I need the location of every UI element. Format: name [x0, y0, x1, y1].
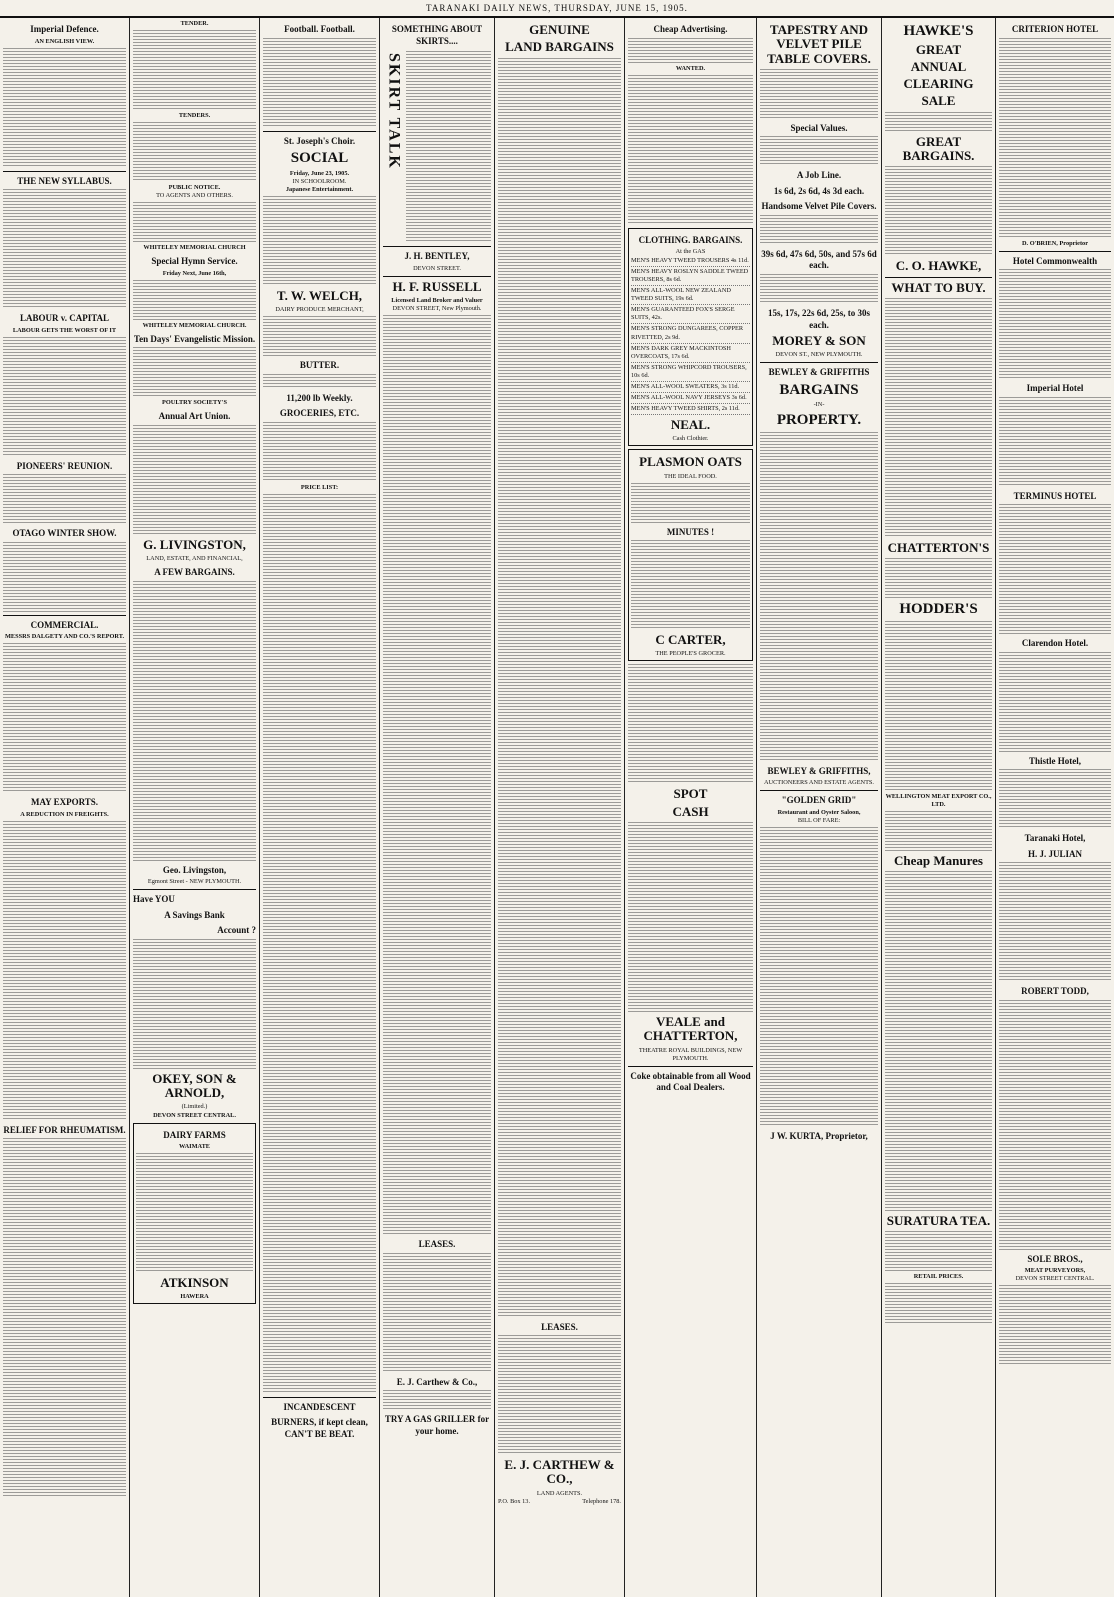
body-text	[406, 51, 491, 241]
proprietor-julian: H. J. JULIAN	[1027, 848, 1082, 859]
retail-prices: RETAIL PRICES.	[913, 1273, 964, 1281]
list-item: MEN'S ALL-WOOL NAVY JERSEYS 3s 6d.	[631, 393, 750, 404]
ad-heading: CLOTHING. BARGAINS.	[638, 234, 743, 245]
column-9	[996, 18, 1114, 1597]
advertiser-atkinson: ATKINSON	[160, 1275, 229, 1291]
event-hymn-service: Special Hymn Service.	[151, 256, 238, 267]
ad-bargains: BARGAINS	[779, 381, 859, 398]
article-title-otago-show: OTAGO WINTER SHOW.	[12, 528, 117, 539]
advertiser-sub: Cash Clothier.	[672, 435, 709, 443]
divider	[263, 1397, 376, 1398]
po-box: P.O. Box 13.	[498, 1497, 531, 1505]
ad-account: Account ?	[217, 925, 256, 936]
advertiser-geo-livingston: Geo. Livingston,	[162, 864, 227, 875]
ad-groceries: GROCERIES, ETC.	[279, 408, 360, 419]
ad-venue: IN SCHOOLROOM.	[292, 177, 347, 185]
body-text	[133, 30, 256, 110]
ad-sale: SALE	[921, 93, 956, 109]
listings-body	[498, 58, 621, 1318]
ad-cash: CASH	[672, 803, 709, 819]
advertiser-sub: LAND AGENTS.	[536, 1489, 583, 1497]
article-title-pioneers: PIONEERS' REUNION.	[16, 460, 113, 471]
body-text	[999, 38, 1111, 238]
body-text	[885, 1231, 992, 1271]
divider	[999, 251, 1111, 252]
list-item: MEN'S ALL-WOOL SWEATERS, 3s 11d.	[631, 382, 750, 393]
body-text	[263, 316, 376, 356]
ad-restaurant: Restaurant and Oyster Saloon,	[777, 809, 861, 816]
advertiser-carthew: E. J. Carthew & Co.,	[396, 1376, 478, 1387]
body-text	[133, 347, 256, 397]
body-text	[263, 374, 376, 389]
ad-velvet-prices: 39s 6d, 47s 6d, 50s, and 57s 6d each.	[761, 248, 877, 271]
ad-heading-bargains: A FEW BARGAINS.	[154, 567, 235, 578]
notice-tenders: TENDERS.	[178, 112, 211, 120]
body-text	[885, 871, 992, 1211]
list-item: MEN'S STRONG WHIPCORD TROUSERS, 10s 6d.	[631, 363, 750, 382]
ad-location: HAWERA	[180, 1293, 209, 1301]
body-text	[885, 811, 992, 851]
telephone: Telephone 178.	[582, 1497, 621, 1505]
ad-covers-prices: 15s, 17s, 22s 6d, 25s, to 30s each.	[767, 307, 870, 330]
ad-dairy-farms	[133, 1123, 256, 1305]
list-item: MEN'S ALL-WOOL NEW ZEALAND TWEED SUITS, 19s 6d.	[631, 286, 750, 305]
hotel-taranaki: Taranaki Hotel,	[1024, 833, 1086, 844]
advertiser-address: DEVON STREET.	[413, 264, 461, 272]
body-text	[133, 202, 256, 242]
advertiser-bewley-2: BEWLEY & GRIFFITHS,	[767, 765, 871, 776]
ad-property: PROPERTY.	[776, 412, 862, 429]
body-text	[133, 581, 256, 861]
ad-clothing	[628, 228, 753, 447]
advertiser-hawkes: HAWKE'S	[903, 23, 974, 39]
divider	[3, 615, 126, 616]
body-text	[885, 112, 992, 132]
body-text	[383, 315, 491, 1235]
article-title-may-exports: MAY EXPORTS.	[30, 797, 99, 808]
masthead: TARANAKI DAILY NEWS, THURSDAY, JUNE 15, 1905.	[0, 0, 1114, 18]
advertiser-sub: AUCTIONEERS AND ESTATE AGENTS.	[763, 779, 875, 787]
ad-sub: THE IDEAL FOOD.	[664, 472, 717, 480]
ad-spot: SPOT	[673, 786, 708, 802]
advertiser-address: DEVON ST., NEW PLYMOUTH.	[775, 351, 863, 359]
ad-tapestry: TAPESTRY AND VELVET PILE TABLE COVERS.	[767, 22, 871, 66]
price-list-heading: PRICE LIST:	[300, 483, 339, 491]
ad-in: -IN-	[813, 401, 825, 409]
divider	[885, 277, 992, 278]
list-item: MEN'S HEAVY TWEED SHIRTS, 2s 11d.	[631, 404, 750, 415]
body-text	[999, 397, 1111, 487]
church-name: WHITELEY MEMORIAL CHURCH.	[142, 321, 247, 329]
article-title-labour-capital: LABOUR v. CAPITAL	[19, 313, 110, 324]
ad-annual: ANNUAL	[910, 58, 967, 74]
ad-great: GREAT	[915, 41, 962, 57]
ad-special-values: Special Values.	[790, 122, 848, 133]
body-text	[999, 269, 1111, 379]
advertiser-bewley: BEWLEY & GRIFFITHS	[768, 367, 870, 378]
ad-social: SOCIAL	[290, 150, 349, 167]
ad-gas-griller: TRY A GAS GRILLER for your home.	[384, 1414, 490, 1436]
ad-what-to-buy: WHAT TO BUY.	[891, 279, 986, 295]
article-title-imperial-defence: Imperial Defence.	[30, 24, 99, 34]
article-title-rheumatism: RELIEF FOR RHEUMATISM.	[3, 1124, 126, 1135]
body-text	[136, 1153, 253, 1273]
advertiser-morey: MOREY & SON	[772, 333, 866, 349]
advertiser-sub: LAND, ESTATE, AND FINANCIAL,	[146, 555, 243, 563]
clothing-list	[631, 256, 750, 415]
ad-weekly: 11,200 lb Weekly.	[286, 392, 353, 403]
proprietor-obrien: D. O'BRIEN, Proprietor	[1022, 239, 1088, 247]
body-text	[999, 769, 1111, 829]
body-text	[263, 196, 376, 286]
body-text	[133, 425, 256, 535]
body-text	[3, 1138, 126, 1498]
ad-prices: 1s 6d, 2s 6d, 4s 3d each.	[773, 185, 865, 196]
list-item: MEN'S HEAVY TWEED TROUSERS 4s 11d.	[631, 256, 750, 267]
ad-japanese: Japanese Entertainment.	[285, 185, 354, 193]
public-notice: PUBLIC NOTICE.	[168, 184, 221, 192]
body-text	[885, 1283, 992, 1323]
body-text	[628, 75, 753, 225]
advertiser-hawke: C. O. HAWKE,	[895, 258, 982, 274]
ad-job-line: A Job Line.	[796, 170, 842, 181]
body-text	[999, 1285, 1111, 1365]
notice-tender: TENDER.	[180, 20, 209, 27]
body-text	[628, 38, 753, 63]
body-text	[760, 136, 878, 166]
list-item: MEN'S DARK GREY MACKINTOSH OVERCOATS, 17s 6d.	[631, 344, 750, 363]
list-item: MEN'S STRONG DUNGAREES, COPPER RIVETTED, 2s 9d.	[631, 324, 750, 343]
body-text	[3, 337, 126, 457]
ad-skirts-heading: SOMETHING ABOUT SKIRTS....	[391, 24, 483, 46]
advertiser-russell: H. F. RUSSELL	[392, 278, 482, 294]
article-subtitle: A REDUCTION IN FREIGHTS.	[20, 810, 109, 818]
divider	[383, 276, 491, 277]
advertiser-welch: T. W. WELCH,	[276, 287, 363, 303]
body-text	[760, 274, 878, 304]
ad-incandescent: INCANDESCENT	[283, 1401, 356, 1412]
hotel-imperial: Imperial Hotel	[1026, 383, 1084, 394]
hotel-clarendon: Clarendon Hotel.	[1021, 638, 1089, 649]
advertiser-address: DEVON STREET CENTRAL.	[153, 1111, 236, 1119]
advertiser-carthew: E. J. CARTHEW & CO.,	[504, 1457, 615, 1487]
column-1	[0, 18, 130, 1597]
ad-location: WAIMATE	[178, 1143, 211, 1151]
advertiser-todd: ROBERT TODD,	[1021, 986, 1089, 997]
ad-golden-grid: "GOLDEN GRID"	[781, 795, 857, 806]
skirt-ad	[383, 49, 491, 243]
body-text	[999, 1000, 1111, 1250]
body-text	[760, 69, 878, 119]
wanted-heading: WANTED.	[675, 64, 706, 72]
body-text	[3, 48, 126, 168]
church-name: WHITELEY MEMORIAL CHURCH	[143, 244, 246, 252]
menu-list	[760, 827, 878, 1127]
event-date: Friday Next, June 16th,	[162, 269, 227, 277]
bill-of-fare: BILL OF FARE:	[797, 817, 841, 825]
body-text	[3, 189, 126, 309]
divider	[628, 1066, 753, 1067]
advertiser-address: DEVON STREET, New Plymouth.	[392, 304, 482, 312]
ad-choir: St. Joseph's Choir.	[283, 135, 356, 146]
column-5	[495, 18, 625, 1597]
article-title-commercial: COMMERCIAL.	[30, 619, 99, 630]
ad-great-bargains: GREAT BARGAINS.	[902, 133, 975, 163]
ad-cheap-manures: Cheap Manures	[894, 852, 983, 868]
advertiser-neal: NEAL.	[670, 416, 711, 432]
ad-leases: LEASES.	[541, 1321, 578, 1332]
ad-land-bargains: LAND BARGAINS	[505, 39, 614, 55]
price-list-body	[263, 494, 376, 1394]
body-text	[631, 483, 750, 523]
ad-genuine: GENUINE	[529, 22, 590, 37]
body-text	[3, 542, 126, 612]
body-text	[628, 664, 753, 784]
body-text	[999, 652, 1111, 752]
column-4	[380, 18, 495, 1597]
ad-butter: BUTTER.	[299, 360, 340, 371]
column-6	[625, 18, 757, 1597]
hotel-criterion: CRITERION HOTEL	[1011, 24, 1099, 34]
advertiser-okey: OKEY, SON & ARNOLD,	[152, 1070, 237, 1101]
advertiser-veale: VEALE and CHATTERTON,	[643, 1014, 738, 1044]
hotel-terminus: TERMINUS HOTEL	[1013, 490, 1097, 501]
event-mission: Ten Days' Evangelistic Mission.	[133, 333, 256, 344]
column-8	[882, 18, 996, 1597]
society-name: POULTRY SOCIETY'S	[162, 399, 227, 407]
advertiser-sub: DAIRY PRODUCE MERCHANT,	[275, 305, 364, 313]
article-title-new-syllabus: THE NEW SYLLABUS.	[17, 175, 112, 186]
body-text	[133, 122, 256, 182]
advertiser-sub: MEAT PURVEYORS,	[1024, 1267, 1086, 1275]
body-text	[885, 558, 992, 598]
divider	[263, 131, 376, 132]
public-notice-sub: TO AGENTS AND OTHERS.	[156, 192, 233, 200]
body-text	[628, 822, 753, 1012]
contact-row	[498, 1498, 621, 1506]
ad-heading: DAIRY FARMS	[163, 1129, 226, 1140]
body-text	[3, 474, 126, 524]
divider	[760, 362, 878, 363]
ad-savings-bank: A Savings Bank	[164, 909, 225, 920]
ad-burners: BURNERS, if kept clean, CAN'T BE BEAT.	[271, 1417, 368, 1439]
body-text	[885, 621, 992, 791]
divider	[383, 246, 491, 247]
body-text	[999, 504, 1111, 634]
advertiser-address: Egmont Street - NEW PLYMOUTH.	[147, 878, 242, 886]
advertiser-bentley: J. H. BENTLEY,	[404, 251, 470, 262]
article-subtitle: MESSRS DALGETY AND CO.'S REPORT.	[4, 633, 125, 641]
column-2	[130, 18, 260, 1597]
body-text	[760, 215, 878, 245]
list-item: MEN'S GUARANTEED FOX'S SERGE SUITS, 42s.	[631, 305, 750, 324]
advertiser-wellington: WELLINGTON MEAT EXPORT CO., LTD.	[885, 792, 992, 808]
divider	[3, 171, 126, 172]
body-text	[3, 821, 126, 1121]
body-text	[133, 939, 256, 1069]
newspaper-page	[0, 18, 1114, 1597]
advertiser-livingston: G. LIVINGSTON,	[143, 536, 246, 552]
divider	[760, 790, 878, 791]
body-text	[263, 422, 376, 482]
list-item: MEN'S HEAVY ROSLYN SADDLE TWEED TROUSERS, 8s 6d.	[631, 267, 750, 286]
column-7	[757, 18, 882, 1597]
advertiser-sub: THE PEOPLE'S GROCER.	[655, 650, 726, 658]
ad-clearing: CLEARING	[903, 76, 974, 92]
body-text	[631, 540, 750, 630]
body-text	[383, 1253, 491, 1373]
body-text	[885, 298, 992, 538]
body-text	[885, 166, 992, 256]
body-text	[498, 1335, 621, 1455]
ad-location: At the GAS	[675, 248, 706, 256]
advertiser-sole: SOLE BROS.,	[1027, 1253, 1083, 1264]
ad-coke: Coke obtainable from all Wood and Coal Dealers.	[630, 1070, 751, 1093]
ad-plasmon	[628, 449, 753, 661]
advertiser-carter: C CARTER,	[655, 632, 726, 648]
skirt-talk-vertical: SKIRT TALK	[385, 53, 403, 170]
advertiser-address: THEATRE ROYAL BUILDINGS, NEW PLYMOUTH.	[638, 1046, 743, 1062]
body-text	[999, 862, 1111, 982]
ad-velvet: Handsome Velvet Pile Covers.	[761, 201, 877, 212]
ad-date: Friday, June 23, 1905.	[289, 169, 350, 177]
advertiser-sub: (Limited.)	[181, 1103, 208, 1111]
ad-leases: LEASES.	[418, 1238, 456, 1249]
body-text	[383, 1390, 491, 1410]
article-subtitle: AN ENGLISH VIEW.	[34, 37, 95, 45]
advertiser-address: DEVON STREET CENTRAL.	[1015, 1275, 1095, 1283]
article-subtitle: LABOUR GETS THE WORST OF IT	[12, 326, 117, 334]
advertiser-kurta: J W. KURTA, Proprietor,	[770, 1131, 868, 1142]
ad-minutes: MINUTES !	[666, 526, 715, 537]
ad-suratura: SURATURA TEA.	[886, 1213, 991, 1229]
body-text	[263, 38, 376, 128]
column-3	[260, 18, 380, 1597]
divider	[133, 889, 256, 890]
body-text	[3, 643, 126, 793]
ad-heading: PLASMON OATS	[639, 454, 742, 470]
body-text	[133, 280, 256, 320]
advertiser-sub: Licensed Land Broker and Valuer	[391, 296, 483, 304]
event-art-union: Annual Art Union.	[158, 411, 231, 422]
ad-cheap-advertising: Cheap Advertising.	[653, 24, 728, 34]
ad-football: Football. Football.	[284, 24, 355, 34]
hotel-thistle: Thistle Hotel,	[1029, 755, 1081, 766]
body-text	[760, 432, 878, 762]
advertiser-hodders: HODDER'S	[899, 601, 978, 618]
ad-have-you: Have YOU	[133, 894, 175, 905]
advertiser-chatterton: CHATTERTON'S	[887, 539, 990, 555]
hotel-commonwealth: Hotel Commonwealth	[1012, 255, 1098, 266]
